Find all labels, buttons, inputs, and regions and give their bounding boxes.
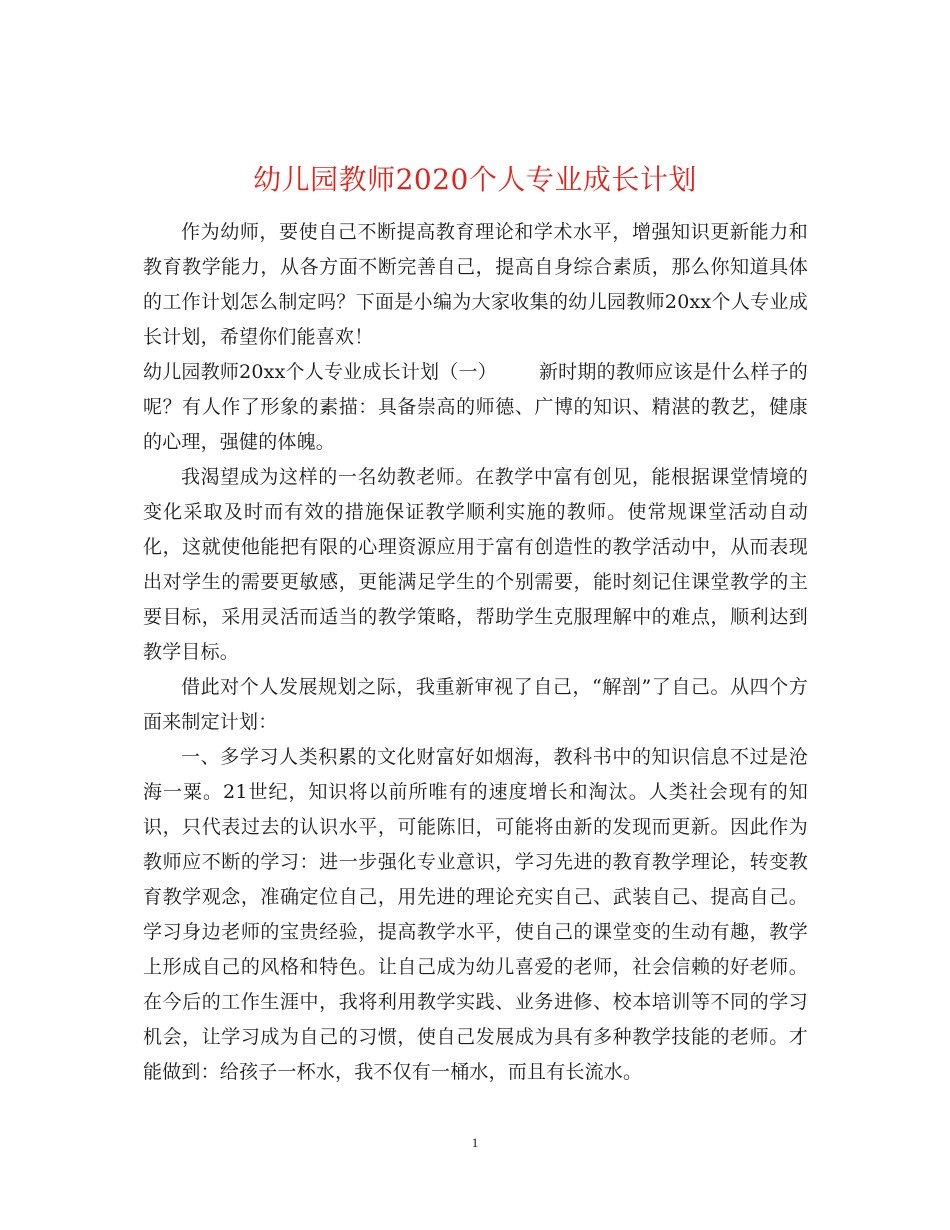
aspiration-paragraph: 我渴望成为这样的一名幼教老师。在教学中富有创见，能根据课堂情境的变化采取及时而有效的措施保证教学顺利实施的教师。使常规课堂活动自动化，这就使他能把有限的心理资源应用于富有创造性的教学活动中，从而表现出对学生的需要更敏感，更能满足学生的个别需要，能时刻记住课堂教学的主要目标，采用灵活而适当的教学策略，帮助学生克服理解中的难点，顺利达到教学目标。 bbox=[143, 466, 808, 663]
section-text: 新时期的教师应该是什么样子的呢？有人作了形象的素描：具备崇高的师德、广博的知识、精湛的教艺，健康的心理，强健的体魄。 bbox=[143, 361, 808, 453]
intro-paragraph: 作为幼师，要使自己不断提高教育理论和学术水平，增强知识更新能力和教育教学能力，从各方面不断完善自己，提高自身综合素质，那么你知道具体的工作计划怎么制定吗？下面是小编为大家收集的幼儿园教师20xx个人专业成长计划，希望你们能喜欢！ bbox=[143, 221, 808, 348]
reflection-paragraph: 借此对个人发展规划之际，我重新审视了自己，“解剖”了自己。从四个方面来制定计划： bbox=[143, 676, 808, 733]
learning-plan-paragraph: 一、多学习人类积累的文化财富好如烟海，教科书中的知识信息不过是沧海一粟。21世纪，知识将以前所唯有的速度增长和淘汰。人类社会现有的知识，只代表过去的认识水平，可能陈旧，可能将由新的发现而更新。因此作为教师应不断的学习：进一步强化专业意识，学习先进的教育教学理论，转变教育教学观念，准确定位自己，用先进的理论充实自己、武装自己、提高自己。学习身边老师的宝贵经验，提高教学水平，使自己的课堂变的生动有趣，教学上形成自己的风格和特色。让自己成为幼儿喜爱的老师，社会信赖的好老师。在今后的工作生涯中，我将利用教学实践、业务进修、校本培训等不同的学习机会，让学习成为自己的习惯，使自己发展成为具有多种教学技能的老师。才能做到：给孩子一杯水，我不仅有一桶水，而且有长流水。 bbox=[143, 746, 808, 1083]
page-number: 1 bbox=[471, 1135, 479, 1150]
section-paragraph bbox=[143, 355, 808, 460]
document-body bbox=[143, 215, 808, 1090]
document-title: 幼儿园教师2020个人专业成长计划 bbox=[253, 162, 697, 196]
section-heading: 幼儿园教师20xx个人专业成长计划（一） bbox=[143, 361, 497, 383]
